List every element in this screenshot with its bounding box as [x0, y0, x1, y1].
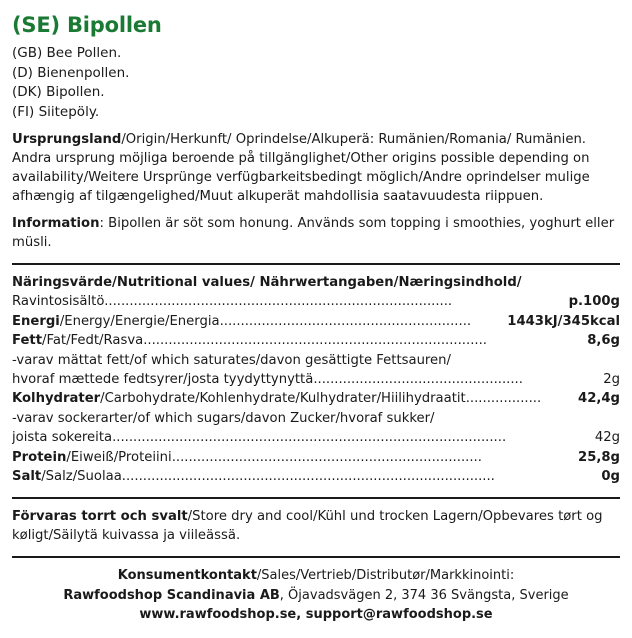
nutrition-row-energy [12, 312, 620, 331]
nutrition-label: hvoraf mættede fedtsyrer/josta tyydyttynyttä [12, 372, 314, 388]
company-address: , Öjavadsvägen 2, 374 36 Svängsta, Sverige [279, 587, 569, 603]
divider-contact [12, 556, 620, 558]
nutrition-value: 2g [599, 370, 620, 389]
nutrition-row-sugars-line1 [12, 409, 620, 428]
nutrition-table [12, 273, 620, 486]
nutrition-label-translations: /Fat/Fedt/Rasva [42, 333, 144, 349]
language-name-gb: (GB) Bee Pollen. [12, 45, 122, 61]
nutrition-label: Kolhydrater [12, 391, 101, 407]
company-name: Rawfoodshop Scandinavia AB [63, 587, 280, 603]
contact-block [12, 566, 620, 625]
nutrition-row-saturates-line1 [12, 351, 620, 370]
nutrition-row-protein [12, 448, 620, 467]
nutrition-value: 0g [597, 467, 620, 486]
nutrition-heading-text: Näringsvärde/Nutritional values/ Nährwertangaben/Næringsindhold/ [12, 275, 522, 290]
information-paragraph [12, 214, 620, 252]
origin-paragraph [12, 130, 620, 206]
origin-text: /Origin/Herkunft/ Oprindelse/Alkuperä: Rumänien/Romania/ Rumänien. Andra ursprung möjliga beroende på tillgänglighet/Other origins possible depending on availability/Weitere Ursprünge verfügbarkeitsbedingt möglich/Andre oprindelser mulige afhængig af tilgængelighed/Muut alkuperät mahdollisia saatavuudesta riippuen. [12, 132, 590, 204]
nutrition-row-sugars-line2 [12, 428, 620, 447]
storage-text: /Store dry and cool/Kühl und trocken Lagern/Opbevares tørt og køligt/Säilytä kuivassa ja viileässä. [12, 509, 603, 544]
storage-paragraph [12, 507, 620, 545]
language-name-dk: (DK) Bipollen. [12, 84, 105, 100]
nutrition-label: Energi [12, 313, 60, 329]
contact-web-email: www.rawfoodshop.se, support@rawfoodshop.se [139, 607, 493, 623]
nutrition-basis-label: Ravintosisältö [12, 294, 105, 310]
nutrition-value: 1443kJ/345kcal [503, 312, 620, 331]
contact-heading-translations: /Sales/Vertrieb/Distributør/Markkinointi: [256, 568, 515, 584]
language-name-fi: (FI) Siitepöly. [12, 103, 100, 120]
nutrition-label: -varav sockerarter/of which sugars/davon Zucker/hvoraf sukker/ [12, 410, 435, 426]
dots-leader: .................................................................................. [143, 333, 487, 349]
information-text: : Bipollen är söt som honung. Används som topping i smoothies, yoghurt eller müsli. [12, 216, 615, 250]
nutrition-heading-line1 [12, 273, 620, 292]
origin-label: Ursprungsland [12, 132, 122, 147]
information-label: Information [12, 216, 100, 231]
nutrition-label-translations: /Eiweiß/Proteiini [66, 449, 172, 465]
contact-address-line [12, 586, 620, 606]
nutrition-label: -varav mättat fett/of which saturates/davon gesättigte Fettsauren/ [12, 352, 451, 368]
page-title: (SE) Bipollen [12, 13, 162, 37]
nutrition-label: Protein [12, 449, 67, 465]
nutrition-label: Salt [12, 469, 42, 485]
dots-leader: .............................................................................................. [112, 430, 507, 446]
language-name-de: (D) Bienenpollen. [12, 64, 130, 81]
dots-leader: .................. [465, 391, 542, 407]
dots-leader: .................................................. [313, 372, 523, 388]
nutrition-row-salt [12, 467, 620, 486]
nutrition-value: 25,8g [574, 448, 620, 467]
dots-leader: ................................................................................... [104, 294, 453, 310]
nutrition-label-translations: /Energy/Energie/Energia [59, 313, 220, 329]
contact-heading [12, 566, 620, 586]
nutrition-row-carbohydrate [12, 389, 620, 408]
nutrition-basis-value: p.100g [565, 292, 620, 311]
nutrition-value: 42g [591, 428, 620, 447]
nutrition-value: 8,6g [583, 331, 620, 350]
nutrition-label-translations: /Salz/Suolaa [41, 469, 122, 485]
nutrition-label: Fett [12, 333, 43, 349]
nutrition-row-fat [12, 331, 620, 350]
nutrition-row-saturates-line2 [12, 370, 620, 389]
dots-leader: ............................................................ [219, 313, 472, 329]
dots-leader: ......................................................................................... [121, 469, 495, 485]
dots-leader: .......................................................................... [171, 449, 482, 465]
contact-heading-label: Konsumentkontakt [117, 568, 257, 584]
nutrition-heading-line2 [12, 292, 620, 311]
nutrition-label: joista sokereita [12, 430, 113, 446]
divider-bottom [12, 497, 620, 499]
nutrition-value: 42,4g [574, 389, 620, 408]
nutrition-label-translations: /Carbohydrate/Kohlenhydrate/Kulhydrater/Hiilihydraatit [100, 391, 466, 407]
storage-label: Förvaras torrt och svalt [12, 509, 188, 525]
divider-top [12, 263, 620, 265]
